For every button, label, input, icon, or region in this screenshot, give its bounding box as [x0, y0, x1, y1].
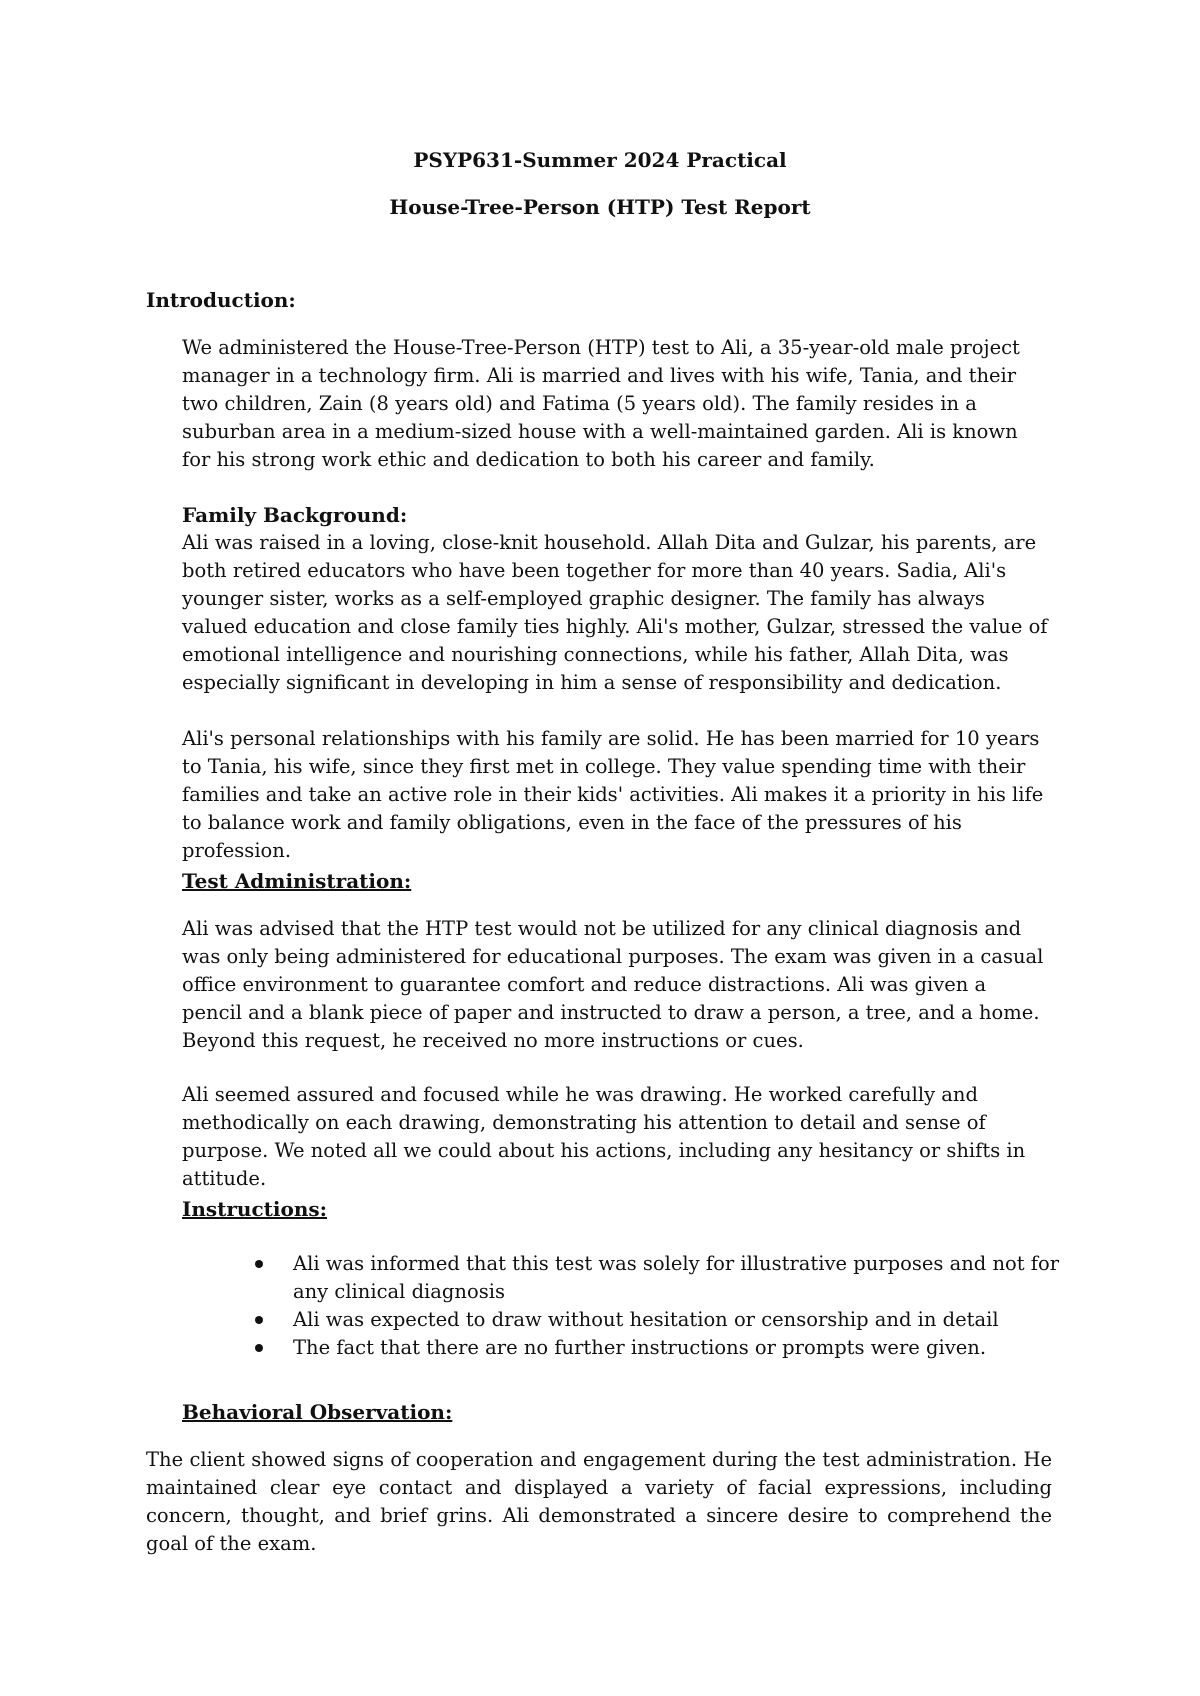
- family-background-paragraph-2: Ali's personal relationships with his family are solid. He has been married for 10 years to Tania, his wife, since they first met in college. They value spending time with their families and take an active role in their kids' activities. Ali makes it a priority in his life to balance work and family obligations, even in the face of the pressures of his profession.: [182, 727, 1044, 862]
- list-item: [255, 1306, 1065, 1334]
- list-item-text: Ali was informed that this test was solely for illustrative purposes and not for any clinical diagnosis: [293, 1252, 1060, 1303]
- list-item: [255, 1334, 1065, 1362]
- bullet-icon: [255, 1344, 263, 1352]
- introduction-paragraph: We administered the House-Tree-Person (HTP) test to Ali, a 35-year-old male project manager in a technology firm. Ali is married and lives with his wife, Tania, and their two children, Zain (8 years old) and Fatima (5 years old). The family resides in a suburban area in a medium-sized house with a well-maintained garden. Ali is known for his strong work ethic and dedication to both his career and family.: [182, 336, 1020, 471]
- behavioral-observation-paragraph: The client showed signs of cooperation and engagement during the test administration. He maintained clear eye contact and displayed a variety of facial expressions, including concern, thought, and brief grins. Ali demonstrated a sincere desire to comprehend the goal of the exam.: [146, 1448, 1052, 1555]
- test-administration-paragraph-2: Ali seemed assured and focused while he was drawing. He worked carefully and methodically on each drawing, demonstrating his attention to detail and sense of purpose. We noted all we could about his actions, including any hesitancy or shifts in attitude.: [182, 1083, 1026, 1190]
- behavioral-observation-heading: Behavioral Observation:: [182, 1400, 453, 1424]
- instructions-heading: Instructions:: [182, 1197, 328, 1221]
- bullet-icon: [255, 1260, 263, 1268]
- list-item: [255, 1250, 1065, 1306]
- list-item-text: The fact that there are no further instructions or prompts were given.: [293, 1336, 987, 1359]
- test-administration-heading: Test Administration:: [182, 869, 412, 893]
- introduction-heading: Introduction:: [146, 288, 296, 312]
- test-administration-paragraph-1: Ali was advised that the HTP test would not be utilized for any clinical diagnosis and was only being administered for educational purposes. The exam was given in a casual office environment to guarantee comfort and reduce distractions. Ali was given a pencil and a blank piece of paper and instructed to draw a person, a tree, and a home. Beyond this request, he received no more instructions or cues.: [182, 917, 1044, 1052]
- instructions-list: [255, 1250, 1065, 1362]
- report-title: House-Tree-Person (HTP) Test Report: [389, 195, 811, 219]
- course-title: PSYP631-Summer 2024 Practical: [413, 148, 787, 172]
- list-item-text: Ali was expected to draw without hesitation or censorship and in detail: [293, 1308, 999, 1331]
- family-background-paragraph-1: Ali was raised in a loving, close-knit household. Allah Dita and Gulzar, his parents, are both retired educators who have been together for more than 40 years. Sadia, Ali's younger sister, works as a self-employed graphic designer. The family has always valued education and close family ties highly. Ali's mother, Gulzar, stressed the value of emotional intelligence and nourishing connections, while his father, Allah Dita, was especially significant in developing in him a sense of responsibility and dedication.: [182, 531, 1048, 694]
- family-background-heading: Family Background:: [182, 503, 408, 527]
- bullet-icon: [255, 1316, 263, 1324]
